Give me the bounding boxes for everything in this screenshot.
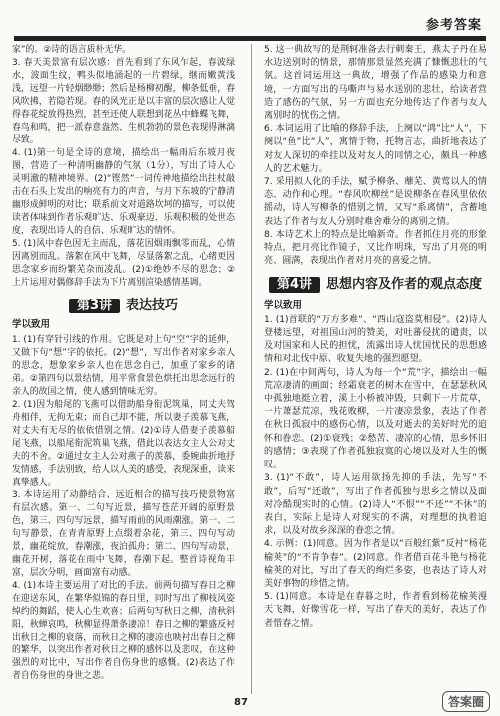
paragraph: 3. 春天美景富有层次感：首先看到了东风乍起，春波绿水，波面生纹，鸭头似地涌起的一片碧绿，继而嫩黄浅浅，远望一片轻烟缈缈；然后是杨柳初醒，柳条低垂，春风吹拂，若隐若现。春的风光正是以丰富的层次感让人觉得春花绽放得热烈，甚至还使人联想到花丛中蜂蝶飞舞，春鸟和鸣，把一派春意盎然、生机勃勃的景色表现得淋漓尽致。 bbox=[12, 57, 235, 146]
paragraph: 3. (1)“不敢”，诗人运用欲扬先抑的手法，先写“不敢”，后写“还敢”，写出了作者孤独与思乡之情以及面对冷酷现实时的心情。(2)诗人“不恨”“不还”“不休”的表白，实际上是诗人对现实的不满，对理想的执着追求，以及对故乡深深的眷恋之情。 bbox=[264, 473, 487, 537]
page-number: 87 bbox=[234, 697, 248, 708]
subheading: 学以致用 bbox=[264, 299, 303, 311]
section-number-box: 第4讲 bbox=[269, 277, 320, 292]
paragraph: 4. (1)本诗主要运用了对比的手法。前两句描写春日之柳在迎送东风，在繁华似锦的春日里，同时写出了柳枝风姿绰约的舞蹈，使人心生欢喜；后两句写秋日之柳，清秋斜阳，秋蝉哀鸣，秋柳显得萧条凄凉！春日之柳的繁盛反衬出秋日之柳的衰落，而秋日之柳的凄凉也映衬出春日之柳的繁华，以突出作者对秋日之柳的感怀以及悲叹，在这种强烈的对比中，写出作者自伤身世的感慨。(2)表达了作者自伤身世的身世之悲。 bbox=[12, 580, 235, 682]
paragraph: 1. (1)有穿针引线的作用。它既是对上句“空”字的延伸，又做下句“想”字的依托。(2)“想”，写出作者对家乡亲人的思念，想象家乡亲人也在思念自己，加重了家乡的诸弟。②第四句以景结情，用平常食景色烘托出思念远行的亲人的故国之情，使人感到情味无穷。 bbox=[12, 335, 235, 398]
paragraph: 6. 本词运用了比喻的修辞手法，上阕以“鸿”比“人”，下阕以“鱼”比“人”，寓情于物，托物言志，曲折地表达了对友人深切的牵挂以及对友人的同情之心，颇具一种感人的艺术魅力。 bbox=[264, 124, 487, 174]
section-heading bbox=[12, 299, 235, 314]
paragraph: 5. (1)同意。本诗是在春暮之时，作者看到杨花榆荚漫天飞舞，好像雪花一样，写出了春天的美好，表达了作者惜春之情。 bbox=[264, 592, 487, 629]
section-number-box: 第3讲 bbox=[69, 299, 120, 314]
section-title: 思想内容及作者的观点态度 bbox=[326, 277, 483, 293]
section-heading bbox=[264, 277, 487, 292]
section-title: 表达技巧 bbox=[126, 297, 179, 313]
left-column bbox=[12, 44, 235, 683]
right-column bbox=[264, 44, 487, 631]
paragraph: 3. 本诗运用了动静结合、远近相合的描写技巧使景物富有层次感。第一、二句写近景，描写苍茫开阔的原野景色，第三、四句写远景，描写雨前的风雨潮涨。第一、二句写静景，在青青原野上点缀着杂花，第三、四句写动景，幽花绽放，春潮涨，夜泊孤舟；第二、四句写动景，幽花开树，落花在雨中飞舞，春潮下起。整首诗视角丰富，层次分明，画面富有动感。 bbox=[12, 490, 235, 578]
paragraph: 2. (1)在中间两句，诗人为每一个“荒”字，描绘出一幅荒凉凄清的画面；经霜衰老的树木在雪中，在瑟瑟秋风中孤独地挺立着，溪上小桥被冲毁，只剩下一片荒草，一片萧瑟荒凉，残花败柳，一片凄凉景象，表达了作者在秋日孤寂中的感伤心情，以及对逝去的美好时光的追怀和眷恋。(2)①衰残；②愁苦、凄凉的心情，思乡怀旧的感情；③表现了作者孤独寂寞的心境以及对人生的慨叹。 bbox=[264, 367, 487, 471]
watermark-logo: 答案圈 bbox=[442, 691, 490, 712]
page-header bbox=[14, 6, 486, 40]
paragraph: 1. (1)首联的“万方多难”、“西山寇盗莫相侵”。(2)诗人登楼远望，对祖国山河的赞美，对吐蕃侵扰的谴责，以及对国家和人民的担忧，流露出诗人忧国忧民的思想感情和对北伐中原、收复失地的强烈愿望。 bbox=[264, 314, 487, 365]
paragraph: 4. (1)第一句是全诗的意境，描绘出一幅雨后东坡月夜图，营造了一种清明幽静的气氛（1分），写出了诗人心灵明澈的精神境界。(2)“铿然”一词传神地描绘出拄杖敲击在石头上发出的响亮有力的声音，与月下东坡的宁静清幽形成鲜明的对比；联系前文对道路坎坷的描写，可以使读者体味到作者乐观旷达、乐观豪迈、乐观积极的处世态度，表现出诗人的自信、乐观旷达的情怀。 bbox=[12, 148, 235, 236]
subheading: 学以致用 bbox=[12, 319, 51, 331]
paragraph: 2. (1)因为船尾的飞燕可以借助船身衔泥筑巢，同丈夫驾舟相伴，无拘无束；而自己却不能，所以妻子羡慕飞燕，对丈夫有无尽的依依惜别之情。(2)①诗人借妻子羡慕船尾飞燕，以船尾衔泥筑巢飞燕，借此以表达女主人公对丈夫的不舍。②通过女主人公对燕子的羡慕，委婉曲折地抒发情感，手法别致，给人以人美的感受，表现深重，读来真挚感人。 bbox=[12, 399, 235, 488]
paragraph: 8. 本诗艺术上的特点是比喻新奇。作者抓住月亮的形象特点，把月亮比作镜子，又比作明珠，写出了月亮的明亮、圆满，表现出作者对月亮的喜爱之情。 bbox=[264, 229, 487, 267]
paragraph: 5. 这一典故写的是荆轲准备去行刺秦王，燕太子丹在易水边送别时的情景，那情那景显然充满了慷慨悲壮的气氛。这首词运用这一典故，增强了作品的感染力和意境，一方面写出的马嘶声与易水送别的悲壮，给读者营造了感伤的气氛，另一方面也充分地传达了作者与友人离别时的忧伤之情。 bbox=[264, 45, 487, 122]
header-title: 参考答案 bbox=[425, 18, 482, 33]
header-rule bbox=[14, 36, 486, 41]
paragraph: 4. 示例：(1)同意。因为作者是以“百般红紫”反衬“杨花榆荚”的“不肯争春”。(2)同意。作者借百花斗艳与杨花榆荚的对比，写出了春天的绚烂多姿，也表达了诗人对美好事物的珍惜之情。 bbox=[264, 539, 487, 589]
paragraph: 7. 采用拟人化的手法，赋予柳条、蘼芜、黄莺以人的情态、动作和心理。“春风吹柳丝”是说柳条在春风里依依摇动，诗人写柳条的惜别之情，又写“系离情”，含蓄地表达了作者与友人分别时难舍难分的离别之情。 bbox=[264, 177, 487, 227]
paragraph: 5. (1)风中春色因无主而乱，落花因烟雨飘零而乱，心情因离别而乱。落絮在风中飞舞，尽显落絮之乱，心绪更因思念家乡而纷繁芜杂而凌乱。(2)①绝妙不尽的思念；②上片运用对偶修辞手法为下片离别渲染感情基调。 bbox=[12, 238, 235, 288]
paragraph: 家”的。②诗的语言质朴无华。 bbox=[12, 45, 132, 55]
column-divider bbox=[251, 44, 252, 694]
